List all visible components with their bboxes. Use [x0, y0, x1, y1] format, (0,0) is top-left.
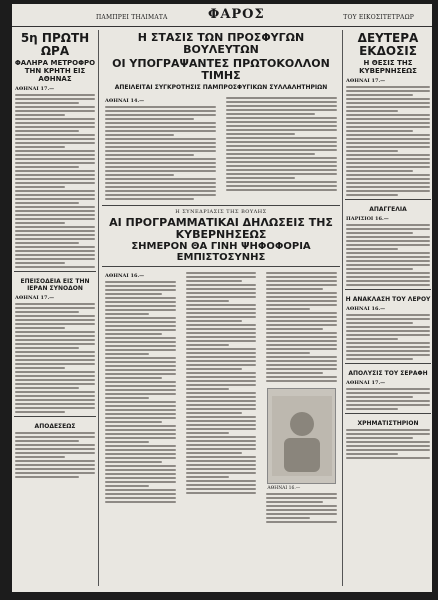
right-column-section3-head: ΑΠΟΛΥΣΙΣ ΤΟΥ ΣΕΡΑΦΗ — [348, 370, 428, 377]
main-story-title-line1: ΑΙ ΠΡΟΓΡΑΜΜΑΤΙΚΑΙ ΔΗΛΩΣΕΙΣ ΤΗΣ ΚΥΒΕΡΝΗΣΕΩΣ — [109, 216, 333, 241]
top-story-subtitle: ΑΠΕΙΛΕΙΤΑΙ ΣΥΓΚΡΟΤΗΣΙΣ ΠΑΜΠΡΟΣΦΥΓΙΚΩΝ ΣΥΛΛΑΛΗΤΗΡΙΩΝ — [114, 84, 328, 91]
right-column-title: ΔΕΥΤΕΡΑ ΕΚΔΟΣΙΣ — [357, 31, 419, 58]
masthead — [12, 4, 432, 27]
left-column-subtitle: ΦΑΛΗΡΑ ΜΕΤΡΟΦΡΟ ΤΗΝ ΚΡΗΤΗ ΕΙΣ ΑΘΗΝΑΣ — [14, 59, 96, 83]
left-column-section-text — [15, 303, 95, 413]
masthead-right: ΤΟΥ ΕΙΚΟΣΙΤΕΤΡΑΩΡ — [343, 14, 414, 21]
right-column-section-text — [346, 224, 430, 286]
right-column-section4-text — [346, 429, 430, 459]
portrait-image-icon — [272, 396, 332, 476]
left-column-dateline: ΑΘΗΝΑΙ 17.— — [15, 86, 55, 92]
main-story-title-line2: ΣΗΜΕΡΟΝ ΘΑ ΓΙΝΗ ΨΗΦΟΦΟΡΙΑ ΕΜΠΙΣΤΟΣΥΝΗΣ — [131, 241, 311, 263]
right-column-section2-head: Η ΑΝΑΚΛΑΣΗ ΤΟΥ ΛΕΡΟΥ — [345, 296, 431, 303]
masthead-title: ΦΑΡΟΣ — [208, 7, 265, 22]
right-column-section-dateline: ΠΑΡΙΣΙΟΙ 16.— — [346, 216, 389, 222]
top-story-title-line2: ΟΙ ΥΠΟΓΡΑΨΑΝΤΕΣ ΠΡΩΤΟΚΟΛΛΟΝ ΤΙΜΗΣ — [112, 57, 330, 82]
left-column-section-dateline: ΑΘΗΝΑΙ 17.— — [15, 295, 55, 301]
center-divider-2 — [102, 266, 340, 267]
news-photo — [267, 388, 336, 484]
left-column — [12, 30, 99, 586]
center-divider — [102, 205, 340, 206]
center-section — [100, 30, 342, 586]
top-story-dateline: ΑΘΗΝΑΙ 14.— — [105, 98, 145, 104]
left-column-bottom-text — [15, 432, 95, 478]
masthead-left: ΠΑΜΠΡΕΙ ΤΗΛΙΜΑΤΑ — [96, 14, 168, 21]
left-column-divider-2 — [14, 416, 96, 417]
left-column-divider — [14, 271, 96, 272]
top-story-title-line1: Η ΣΤΑΣΙΣ ΤΩΝ ΠΡΟΣΦΥΓΩΝ ΒΟΥΛΕΥΤΩΝ — [137, 31, 305, 56]
photo-caption: ΑΘΗΝΑΙ 16.— — [267, 486, 301, 491]
right-column-section-head: ΑΠΑΓΓΕΛΙΑ — [369, 206, 407, 213]
right-column-divider-4 — [345, 413, 431, 414]
right-column-divider-2 — [345, 289, 431, 290]
right-column-dateline: ΑΘΗΝΑΙ 17.— — [346, 78, 386, 84]
right-column-section3-text — [346, 388, 430, 410]
right-column-section4-head: ΧΡΗΜΑΤΙΣΤΗΡΙΟΝ — [357, 420, 419, 427]
left-column-section-head: ΕΠΕΙΣΟΔΕΙΑ ΕΙΣ ΤΗΝ ΙΕΡΑΝ ΣΥΝΟΔΟΝ — [20, 278, 90, 292]
right-column-section3-dateline: ΑΘΗΝΑΙ 17.— — [346, 380, 386, 386]
top-story-body — [100, 95, 342, 202]
main-story-kicker: Η ΣΥΝΕΔΡΙΑΣΙΣ ΤΗΣ ΒΟΥΛΗΣ — [175, 209, 267, 215]
main-story-body — [100, 270, 342, 525]
left-column-text — [15, 94, 95, 268]
right-column-subtitle: Η ΘΕΣΙΣ ΤΗΣ ΚΥΒΕΡΝΗΣΕΩΣ — [359, 59, 417, 75]
newspaper-page — [12, 4, 432, 592]
right-column — [342, 30, 432, 586]
right-column-section2-text — [346, 314, 430, 360]
main-story-dateline: ΑΘΗΝΑΙ 16.— — [105, 273, 145, 279]
right-column-text — [346, 86, 430, 196]
right-column-divider-3 — [345, 363, 431, 364]
right-column-divider — [345, 199, 431, 200]
right-column-section2-dateline: ΑΘΗΝΑΙ 16.— — [346, 306, 386, 312]
left-column-title: 5η ΠΡΩΤΗ ΩΡΑ — [20, 31, 90, 58]
left-column-bottom-head: ΑΠΟΔΕΣΕΩΣ — [34, 423, 76, 430]
